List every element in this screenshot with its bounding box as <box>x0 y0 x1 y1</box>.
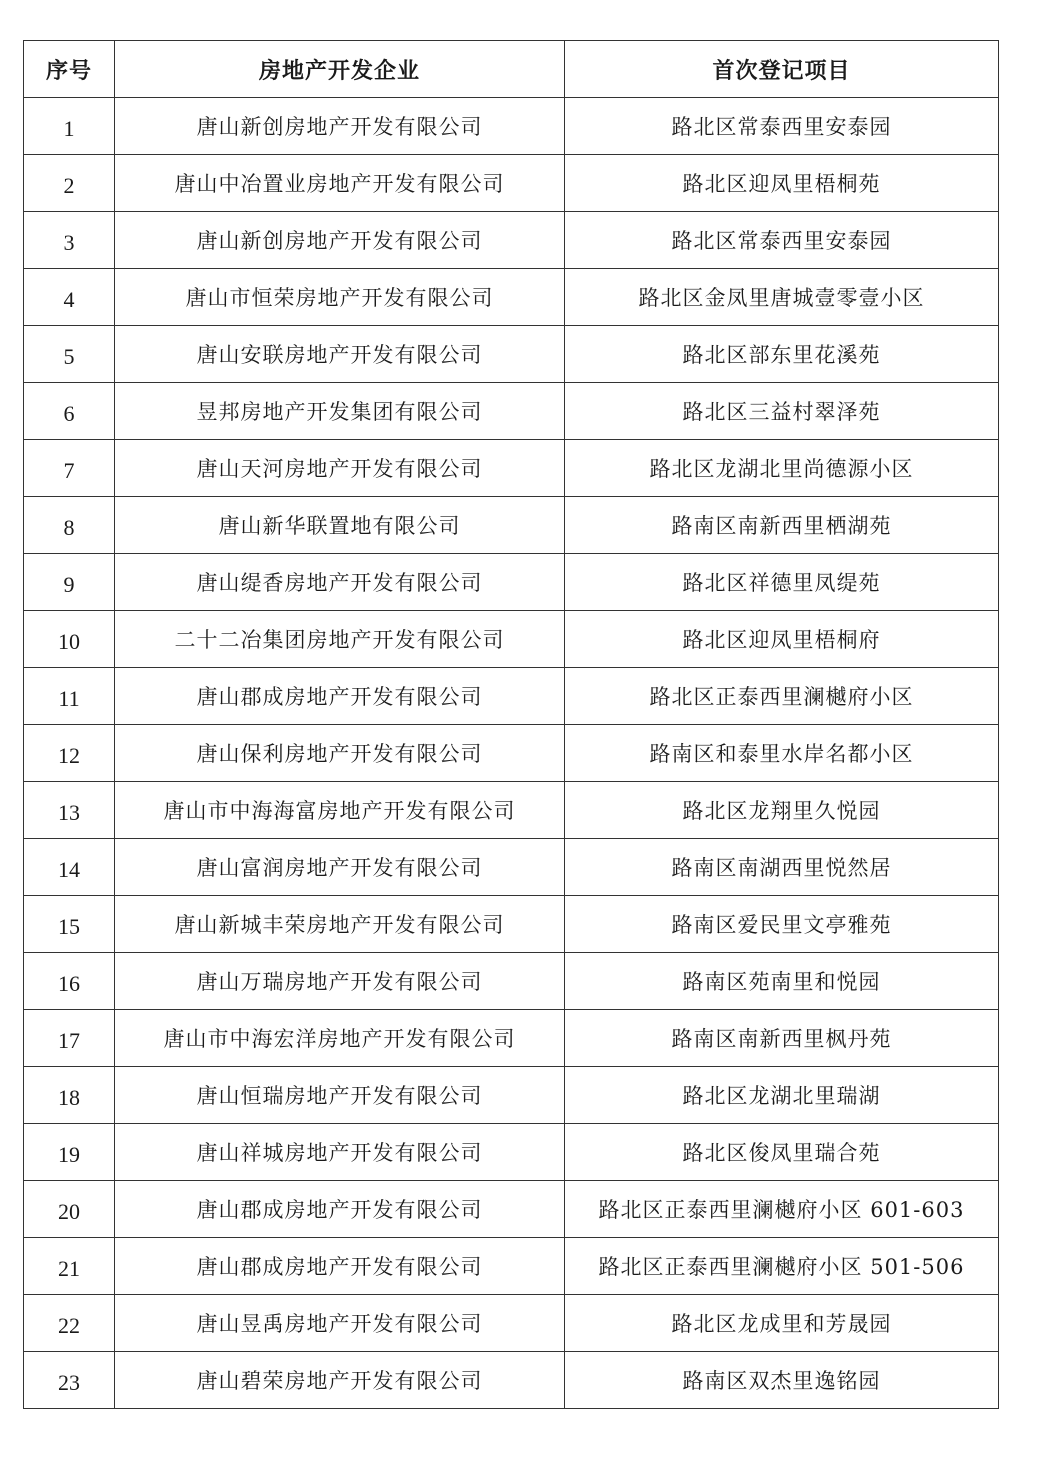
cell-project: 路北区俊凤里瑞合苑 <box>565 1124 999 1181</box>
cell-serial-number: 11 <box>24 668 115 725</box>
cell-project: 路北区迎凤里梧桐府 <box>565 611 999 668</box>
cell-project: 路北区龙成里和芳晟园 <box>565 1295 999 1352</box>
table-row <box>24 155 999 212</box>
header-first-registration-project: 首次登记项目 <box>565 41 999 98</box>
table-row <box>24 1352 999 1409</box>
cell-serial-number: 19 <box>24 1124 115 1181</box>
cell-project: 路北区龙翔里久悦园 <box>565 782 999 839</box>
cell-project: 路南区爱民里文亭雅苑 <box>565 896 999 953</box>
table-row <box>24 782 999 839</box>
table-row <box>24 440 999 497</box>
cell-project: 路北区部东里花溪苑 <box>565 326 999 383</box>
cell-developer: 唐山祥城房地产开发有限公司 <box>115 1124 565 1181</box>
cell-project: 路南区南湖西里悦然居 <box>565 839 999 896</box>
cell-developer: 唐山保利房地产开发有限公司 <box>115 725 565 782</box>
cell-developer: 昱邦房地产开发集团有限公司 <box>115 383 565 440</box>
table-row <box>24 1067 999 1124</box>
table-row <box>24 1124 999 1181</box>
cell-serial-number: 12 <box>24 725 115 782</box>
cell-project: 路南区南新西里枫丹苑 <box>565 1010 999 1067</box>
cell-serial-number: 15 <box>24 896 115 953</box>
cell-developer: 唐山郡成房地产开发有限公司 <box>115 1238 565 1295</box>
cell-project: 路南区双杰里逸铭园 <box>565 1352 999 1409</box>
cell-project: 路南区和泰里水岸名都小区 <box>565 725 999 782</box>
cell-developer: 唐山昱禹房地产开发有限公司 <box>115 1295 565 1352</box>
cell-project: 路北区龙湖北里瑞湖 <box>565 1067 999 1124</box>
cell-developer: 唐山安联房地产开发有限公司 <box>115 326 565 383</box>
cell-serial-number: 4 <box>24 269 115 326</box>
cell-project: 路南区南新西里栖湖苑 <box>565 497 999 554</box>
cell-serial-number: 21 <box>24 1238 115 1295</box>
cell-serial-number: 6 <box>24 383 115 440</box>
cell-project: 路北区迎凤里梧桐苑 <box>565 155 999 212</box>
table-row <box>24 953 999 1010</box>
table-body <box>24 98 999 1409</box>
registration-table-container <box>23 40 998 1409</box>
cell-serial-number: 13 <box>24 782 115 839</box>
table-row <box>24 611 999 668</box>
cell-serial-number: 8 <box>24 497 115 554</box>
table-row <box>24 668 999 725</box>
cell-serial-number: 18 <box>24 1067 115 1124</box>
cell-developer: 二十二冶集团房地产开发有限公司 <box>115 611 565 668</box>
cell-serial-number: 9 <box>24 554 115 611</box>
table-row <box>24 1295 999 1352</box>
cell-developer: 唐山富润房地产开发有限公司 <box>115 839 565 896</box>
registration-table <box>23 40 999 1409</box>
cell-project: 路北区祥德里凤缇苑 <box>565 554 999 611</box>
cell-project: 路北区金凤里唐城壹零壹小区 <box>565 269 999 326</box>
table-row <box>24 1010 999 1067</box>
cell-developer: 唐山市中海海富房地产开发有限公司 <box>115 782 565 839</box>
table-row <box>24 212 999 269</box>
cell-developer: 唐山新创房地产开发有限公司 <box>115 98 565 155</box>
cell-serial-number: 7 <box>24 440 115 497</box>
table-row <box>24 269 999 326</box>
cell-developer: 唐山郡成房地产开发有限公司 <box>115 668 565 725</box>
table-header-row <box>24 41 999 98</box>
cell-project: 路南区苑南里和悦园 <box>565 953 999 1010</box>
table-row <box>24 896 999 953</box>
cell-developer: 唐山市恒荣房地产开发有限公司 <box>115 269 565 326</box>
cell-developer: 唐山郡成房地产开发有限公司 <box>115 1181 565 1238</box>
table-row <box>24 98 999 155</box>
cell-serial-number: 14 <box>24 839 115 896</box>
cell-serial-number: 22 <box>24 1295 115 1352</box>
table-row <box>24 839 999 896</box>
table-row <box>24 326 999 383</box>
cell-project: 路北区三益村翠泽苑 <box>565 383 999 440</box>
cell-developer: 唐山碧荣房地产开发有限公司 <box>115 1352 565 1409</box>
cell-developer: 唐山天河房地产开发有限公司 <box>115 440 565 497</box>
table-row <box>24 383 999 440</box>
cell-developer: 唐山新城丰荣房地产开发有限公司 <box>115 896 565 953</box>
cell-serial-number: 16 <box>24 953 115 1010</box>
table-row <box>24 554 999 611</box>
cell-developer: 唐山中冶置业房地产开发有限公司 <box>115 155 565 212</box>
cell-serial-number: 17 <box>24 1010 115 1067</box>
cell-serial-number: 23 <box>24 1352 115 1409</box>
cell-project: 路北区正泰西里澜樾府小区 <box>565 668 999 725</box>
cell-project: 路北区龙湖北里尚德源小区 <box>565 440 999 497</box>
table-row <box>24 725 999 782</box>
cell-serial-number: 20 <box>24 1181 115 1238</box>
cell-developer: 唐山新创房地产开发有限公司 <box>115 212 565 269</box>
header-developer: 房地产开发企业 <box>115 41 565 98</box>
cell-developer: 唐山恒瑞房地产开发有限公司 <box>115 1067 565 1124</box>
cell-serial-number: 10 <box>24 611 115 668</box>
cell-serial-number: 2 <box>24 155 115 212</box>
header-serial-number: 序号 <box>24 41 115 98</box>
table-row <box>24 497 999 554</box>
cell-developer: 唐山万瑞房地产开发有限公司 <box>115 953 565 1010</box>
cell-serial-number: 5 <box>24 326 115 383</box>
table-row <box>24 1238 999 1295</box>
cell-serial-number: 3 <box>24 212 115 269</box>
cell-project: 路北区正泰西里澜樾府小区 601-603 <box>565 1181 999 1238</box>
cell-project: 路北区常泰西里安泰园 <box>565 98 999 155</box>
table-row <box>24 1181 999 1238</box>
cell-developer: 唐山市中海宏洋房地产开发有限公司 <box>115 1010 565 1067</box>
cell-project: 路北区正泰西里澜樾府小区 501-506 <box>565 1238 999 1295</box>
cell-project: 路北区常泰西里安泰园 <box>565 212 999 269</box>
cell-serial-number: 1 <box>24 98 115 155</box>
cell-developer: 唐山缇香房地产开发有限公司 <box>115 554 565 611</box>
cell-developer: 唐山新华联置地有限公司 <box>115 497 565 554</box>
